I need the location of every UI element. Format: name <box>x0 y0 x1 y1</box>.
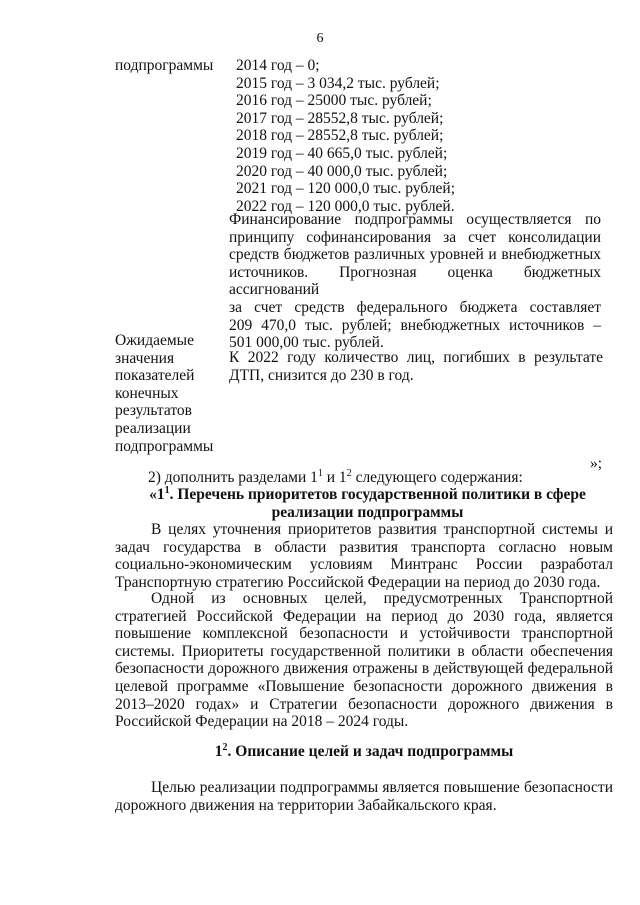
page-number: 6 <box>316 31 324 46</box>
expected-label-line: показателей <box>115 367 195 385</box>
expected-results-label <box>115 332 225 455</box>
section-2-heading <box>115 743 613 761</box>
funding-year-item: 2021 год – 120 000,0 тыс. рублей; <box>236 180 456 198</box>
financing-line: Финансирование подпрограммы осуществляется по <box>229 211 601 228</box>
expected-label-line: подпрограммы <box>115 437 214 455</box>
financing-line: принципу софинансирования за счет консолидации <box>229 228 601 246</box>
funding-label: подпрограммы <box>115 57 214 74</box>
item-2-sup-1: 1 <box>317 467 323 479</box>
section-1-heading <box>120 486 615 521</box>
item-2-sup-2: 2 <box>346 467 352 479</box>
section-2-paragraph <box>115 779 613 814</box>
funding-year-item: 2016 год – 25000 тыс. рублей; <box>236 92 432 110</box>
expected-label-line: результатов <box>115 402 192 420</box>
item-2-suffix: следующего содержания: <box>351 469 523 486</box>
section-2-num: 1 <box>214 743 223 760</box>
section-2-paragraph-text: Целью реализации подпрограммы является повышение безопасности дорожного движения на территории Забайкальского края. <box>115 779 613 814</box>
section-1-quote-num: «1 <box>149 486 165 503</box>
financing-paragraph <box>229 211 601 352</box>
section-1-sup: 1 <box>164 484 170 496</box>
financing-line: 209 470,0 тыс. рублей; внебюджетных источников – <box>229 316 601 334</box>
funding-year-item: 2019 год – 40 665,0 тыс. рублей; <box>236 144 448 162</box>
expected-label-line: реализации <box>115 419 191 437</box>
funding-years-list <box>236 57 455 215</box>
expected-label-line: конечных <box>115 384 179 402</box>
funding-year-item: 2014 год – 0; <box>236 57 320 74</box>
expected-label-line: Ожидаемые <box>115 332 194 349</box>
funding-year-item: 2022 год – 120 000,0 тыс. рублей. <box>236 197 455 215</box>
section-2-title: . Описание целей и задач подпрограммы <box>227 743 514 760</box>
expected-results-value: К 2022 году количество лиц, погибших в результате ДТП, снизится до 230 в год. <box>229 349 603 384</box>
section-2-sup: 2 <box>222 741 228 753</box>
funding-year-item: 2015 год – 3 034,2 тыс. рублей; <box>236 74 440 92</box>
funding-year-item: 2020 год – 40 000,0 тыс. рублей; <box>236 162 448 180</box>
funding-year-item: 2017 год – 28552,8 тыс. рублей; <box>236 109 444 127</box>
funding-year-item: 2018 год – 28552,8 тыс. рублей; <box>236 127 444 145</box>
item-2-prefix: 2) дополнить разделами 1 <box>148 469 318 486</box>
section-1-paragraph-2-text: Одной из основных целей, предусмотренных Транспортной стратегией Российской Федерации на период до 2030 года, является повышение комплексной безопасности и устойчивости транспортной системы. Приоритеты государственной политики в области обеспечения безопасности дорожного движения отражены в действующей федеральной целевой программе «Повышение безопасности дорожного движения в 2013–2020 годах» и Стратегии безопасности дорожного движения в Российской Федерации на 2018 – 2024 годы. <box>115 590 613 731</box>
section-1-paragraph-2 <box>115 590 613 731</box>
section-1-paragraph-1 <box>115 521 613 591</box>
item-2-middle: и 1 <box>322 469 347 486</box>
section-1-title: . Перечень приоритетов государственной политики в сфере реализации подпрограммы <box>169 486 586 521</box>
financing-line: средств бюджетов различных уровней и внебюджетных <box>229 246 601 264</box>
section-1-paragraph-1-text: В целях уточнения приоритетов развития транспортной системы и задач государства в области развития транспорта согласно новым социально-экономическим условиям Минтранс России разработал Транспортную стратегию Российской Федерации на период до 2030 года. <box>115 521 613 591</box>
financing-line: 501 000,00 тыс. рублей. <box>229 334 384 352</box>
financing-line: источников. Прогнозная оценка бюджетных ассигнований <box>229 263 601 299</box>
financing-line: за счет средств федерального бюджета составляет <box>229 298 601 316</box>
item-2-text <box>148 469 523 487</box>
closing-quote: »; <box>590 455 603 472</box>
expected-label-line: значения <box>115 349 175 367</box>
